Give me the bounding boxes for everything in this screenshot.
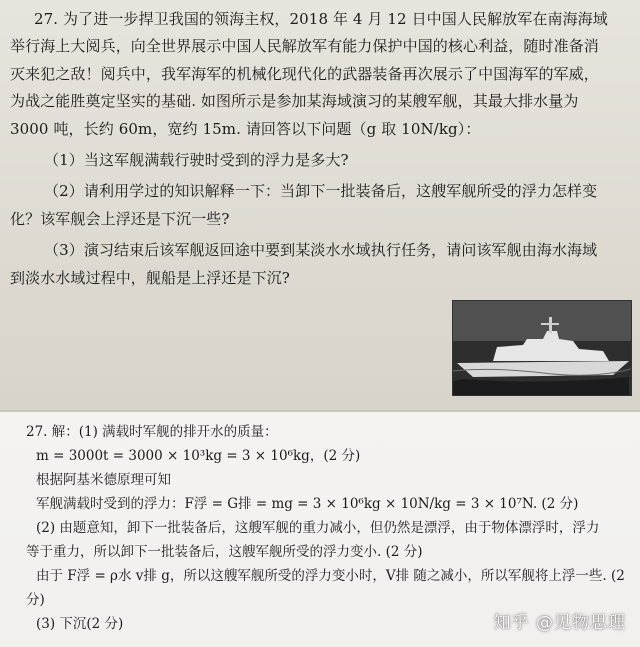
sub-question-2-line-2: 化？该军舰会上浮还是下沉一些? bbox=[10, 209, 230, 228]
intro-line-5: 3000 吨，长约 60m，宽约 15m. 请回答以下问题（g 取 10N/kg）： bbox=[10, 119, 481, 138]
question-text bbox=[10, 6, 632, 292]
answer-line-7: 由于 F浮 = ρ水 v排 g，所以这艘军舰所受的浮力变小时，V排 随之减小，所以军舰将上浮一些. (2 bbox=[36, 568, 625, 584]
warship-photo bbox=[452, 300, 632, 396]
sub-question-2-line-1: （2）请利用学过的知识解释一下：当卸下一批装备后，这艘军舰所受的浮力怎样变 bbox=[44, 182, 598, 201]
warship-icon bbox=[453, 301, 631, 395]
intro-line-4: 为战之能胜奠定坚实的基础. 如图所示是参加某海域演习的某艘军舰，其最大排水量为 bbox=[10, 92, 579, 111]
answer-line-2: m = 3000t = 3000 × 10³kg = 3 × 10⁶kg，(2 分) bbox=[36, 448, 361, 464]
answer-line-9: (3) 下沉(2 分) bbox=[36, 616, 124, 632]
answer-line-4: 军舰满载时受到的浮力：F浮 = G排 = mg = 3 × 10⁶kg × 10N/kg = 3 × 10⁷N. (2 分) bbox=[36, 496, 579, 512]
intro-line-1: 27. 为了进一步捍卫我国的领海主权，2018 年 4 月 12 日中国人民解放军在南海海域 bbox=[34, 10, 608, 28]
zhihu-watermark: 知乎 @见物思理 bbox=[493, 613, 626, 633]
answer-line-3: 根据阿基米德原理可知 bbox=[36, 472, 171, 488]
answer-photo bbox=[0, 412, 640, 647]
answer-line-8: 分) bbox=[26, 592, 45, 608]
answer-line-5: (2) 由题意知，卸下一批装备后，这艘军舰的重力减小，但仍然是漂浮，由于物体漂浮时，浮力 bbox=[36, 520, 600, 536]
sub-question-3-line-1: （3）演习结束后该军舰返回途中要到某淡水水域执行任务，请问该军舰由海水海域 bbox=[44, 241, 598, 260]
sub-question-3-line-2: 到淡水水域过程中，舰船是上浮还是下沉? bbox=[10, 268, 290, 287]
sub-question-1: （1）当这军舰满载行驶时受到的浮力是多大? bbox=[44, 151, 349, 170]
answer-line-6: 等于重力，所以卸下一批装备后，这艘军舰所受的浮力变小. (2 分) bbox=[26, 544, 423, 560]
intro-line-2: 举行海上大阅兵，向全世界展示中国人民解放军有能力保护中国的核心利益，随时准备消 bbox=[10, 37, 599, 56]
answer-line-1: 27. 解：(1) 满载时军舰的排开水的质量： bbox=[26, 424, 278, 440]
answer-text bbox=[26, 420, 628, 636]
intro-line-3: 灭来犯之敌！阅兵中，我军海军的机械化现代化的武器装备再次展示了中国海军的军威， bbox=[10, 64, 599, 83]
